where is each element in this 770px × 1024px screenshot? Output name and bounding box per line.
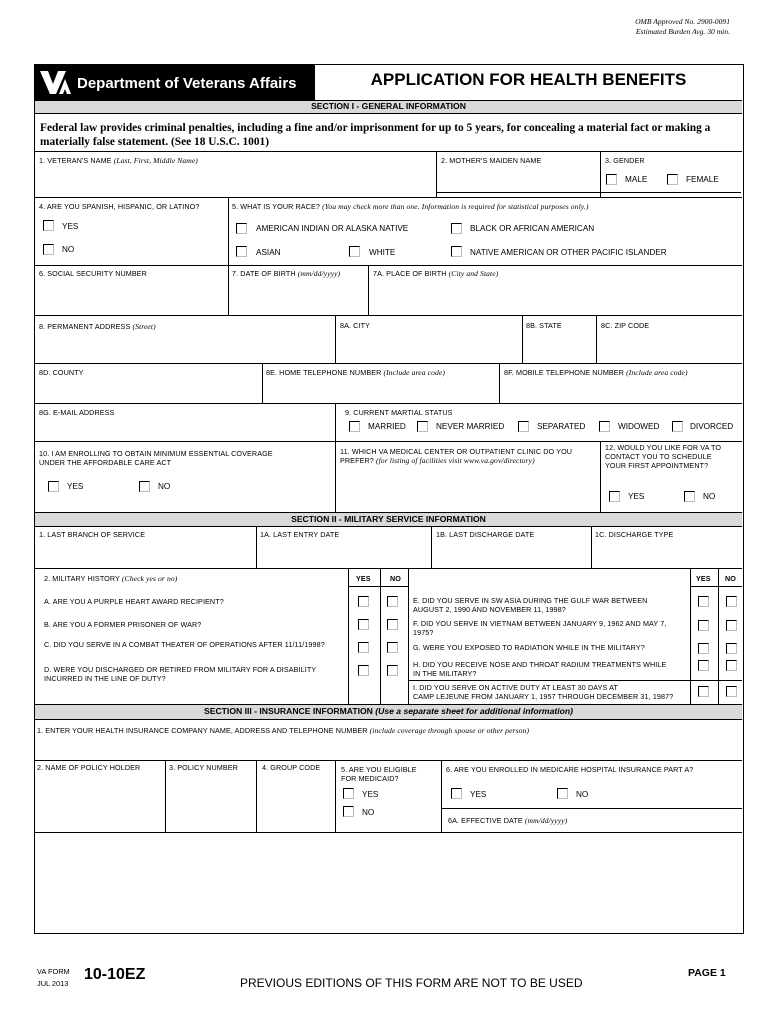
medicaid-no-label: NO (362, 808, 375, 817)
race-white-checkbox[interactable] (349, 246, 360, 257)
form-rule-line (35, 441, 742, 442)
mh-no-header-right: NO (725, 574, 736, 583)
divorced-label: DIVORCED (690, 422, 734, 431)
appointment-yes-checkbox[interactable] (609, 491, 620, 502)
married-checkbox[interactable] (349, 421, 360, 432)
appointment-label-line1: 12. WOULD YOU LIKE FOR VA TO (605, 443, 722, 452)
form-rule-line (35, 315, 742, 316)
medicaid-label-line1: 5. ARE YOU ELIGIBLE (341, 765, 417, 774)
mobile-phone-label: 8F. MOBILE TELEPHONE NUMBER (Include area code) (504, 368, 688, 377)
purple-heart-yes-checkbox[interactable] (358, 596, 369, 607)
mh-yes-header-left: YES (356, 574, 371, 583)
section-3-title: SECTION III - INSURANCE INFORMATION (Use a separate sheet for additional information) (204, 706, 573, 716)
form-rule-line (335, 315, 336, 363)
form-rule-line (35, 151, 742, 152)
aca-no-label: NO (158, 482, 171, 491)
form-date: JUL 2013 (37, 979, 69, 988)
form-rule-line (35, 832, 742, 833)
marital-status-label: 9. CURRENT MARTIAL STATUS (345, 408, 453, 417)
veteran-name-label: 1. VETERAN'S NAME (Last, First, Middle Name) (39, 156, 198, 165)
medicaid-label-line2: FOR MEDICAID? (341, 774, 399, 783)
gulf-war-question-line1: E. DID YOU SERVE IN SW ASIA DURING THE GULF WAR BETWEEN (413, 596, 648, 605)
mothers-maiden-name-label: 2. MOTHER'S MAIDEN NAME (441, 156, 542, 165)
camp-lejeune-yes-checkbox[interactable] (698, 686, 709, 697)
form-rule-line (380, 568, 381, 704)
va-form-text: VA FORM (37, 967, 70, 976)
home-phone-label: 8E. HOME TELEPHONE NUMBER (Include area code) (266, 368, 446, 377)
omb-approval (635, 17, 730, 37)
form-rule-line (600, 441, 601, 512)
medicaid-yes-checkbox[interactable] (343, 788, 354, 799)
vietnam-yes-checkbox[interactable] (698, 620, 709, 631)
medicare-yes-checkbox[interactable] (451, 788, 462, 799)
page-number: PAGE 1 (688, 967, 726, 979)
camp-lejeune-question-line1: I. DID YOU SERVE ON ACTIVE DUTY AT LEAST 30 DAYS AT (413, 683, 618, 692)
pow-question: B. ARE YOU A FORMER PRISONER OF WAR? (44, 620, 202, 629)
race-nhpi-label: NATIVE AMERICAN OR OTHER PACIFIC ISLANDER (470, 248, 667, 257)
branch-label: 1. LAST BRANCH OF SERVICE (39, 530, 146, 539)
appointment-label-line3: YOUR FIRST APPOINTMENT? (605, 461, 709, 470)
form-rule-line (35, 760, 742, 761)
form-rule-line (408, 568, 409, 704)
appointment-no-checkbox[interactable] (684, 491, 695, 502)
gender-male-checkbox[interactable] (606, 174, 617, 185)
form-rule-line (591, 526, 592, 568)
race-aian-label: AMERICAN INDIAN OR ALASKA NATIVE (256, 224, 409, 233)
form-rule-line (441, 760, 442, 832)
form-rule-line (690, 568, 691, 704)
email-label: 8G. E-MAIL ADDRESS (39, 408, 115, 417)
form-rule-line (335, 760, 336, 832)
form-rule-line (348, 586, 408, 587)
never-married-checkbox[interactable] (417, 421, 428, 432)
appointment-yes-label: YES (628, 492, 645, 501)
race-black-label: BLACK OR AFRICAN AMERICAN (470, 224, 595, 233)
race-label: 5. WHAT IS YOUR RACE? (You may check more than one. Information is required for statistical purposes only.) (232, 202, 589, 211)
combat-theater-no-checkbox[interactable] (387, 642, 398, 653)
form-rule-line (596, 315, 597, 363)
gender-label: 3. GENDER (605, 156, 645, 165)
form-rule-line (335, 441, 336, 512)
aca-no-checkbox[interactable] (139, 481, 150, 492)
purple-heart-no-checkbox[interactable] (387, 596, 398, 607)
hispanic-yes-label: YES (62, 222, 79, 231)
va-logo-icon (39, 69, 75, 96)
medicare-label: 6. ARE YOU ENROLLED IN MEDICARE HOSPITAL INSURANCE PART A? (446, 765, 694, 774)
entry-date-label: 1A. LAST ENTRY DATE (260, 530, 340, 539)
never-married-label: NEVER MARRIED (436, 422, 505, 431)
camp-lejeune-no-checkbox[interactable] (726, 686, 737, 697)
race-black-checkbox[interactable] (451, 223, 462, 234)
form-rule-line (35, 403, 742, 404)
form-rule-line (499, 363, 500, 403)
va-header-bar (35, 65, 315, 100)
discharge-type-label: 1C. DISCHARGE TYPE (595, 530, 674, 539)
vietnam-question-line2: 1975? (413, 628, 434, 637)
aca-yes-checkbox[interactable] (48, 481, 59, 492)
radiation-yes-checkbox[interactable] (698, 643, 709, 654)
section-2-title: SECTION II - MILITARY SERVICE INFORMATION (291, 514, 486, 524)
form-rule-line (228, 265, 229, 315)
form-rule-line (431, 526, 432, 568)
place-of-birth-label: 7A. PLACE OF BIRTH (City and State) (373, 269, 499, 278)
medicare-no-checkbox[interactable] (557, 788, 568, 799)
medicaid-no-checkbox[interactable] (343, 806, 354, 817)
widowed-label: WIDOWED (618, 422, 660, 431)
form-rule-line (35, 265, 742, 266)
race-asian-label: ASIAN (256, 248, 281, 257)
omb-number: OMB Approved No. 2900-0091 (635, 17, 730, 26)
form-rule-line (436, 151, 437, 197)
pow-yes-checkbox[interactable] (358, 619, 369, 630)
military-history-label: 2. MILITARY HISTORY (Check yes or no) (44, 574, 178, 583)
form-rule-line (256, 526, 257, 568)
form-rule-line (228, 197, 229, 265)
disability-discharge-question-line2: INCURRED IN THE LINE OF DUTY? (44, 674, 166, 683)
form-rule-line (35, 568, 742, 569)
form-rule-line (718, 568, 719, 704)
form-rule-line (368, 265, 369, 315)
radium-question-line1: H. DID YOU RECEIVE NOSE AND THROAT RADIUM TREATMENTS WHILE (413, 660, 667, 669)
burden-estimate: Estimated Burden Avg. 30 min. (635, 27, 730, 36)
medicare-no-label: NO (576, 790, 589, 799)
form-title: APPLICATION FOR HEALTH BENEFITS (370, 70, 687, 89)
hispanic-no-checkbox[interactable] (43, 244, 54, 255)
vietnam-question-line1: F. DID YOU SERVE IN VIETNAM BETWEEN JANUARY 9, 1962 AND MAY 7, (413, 619, 667, 628)
form-rule-line (600, 151, 601, 197)
form-rule-line (690, 586, 742, 587)
disability-discharge-no-checkbox[interactable] (387, 665, 398, 676)
policy-holder-label: 2. NAME OF POLICY HOLDER (37, 763, 141, 772)
race-asian-checkbox[interactable] (236, 246, 247, 257)
separated-checkbox[interactable] (518, 421, 529, 432)
form-rule-line (262, 363, 263, 403)
county-label: 8D. COUNTY (39, 368, 84, 377)
form-rule-line (441, 808, 742, 809)
camp-lejeune-question-line2: CAMP LEJEUNE FROM JANUARY 1, 1957 THROUGH DECEMBER 31, 1987? (413, 692, 674, 701)
radium-yes-checkbox[interactable] (698, 660, 709, 671)
divorced-checkbox[interactable] (672, 421, 683, 432)
form-rule-line (165, 760, 166, 832)
gulf-war-question-line2: AUGUST 2, 1990 AND NOVEMBER 11, 1998? (413, 605, 566, 614)
aca-label-line1: 10. I AM ENROLLING TO OBTAIN MINIMUM ESSENTIAL COVERAGE (39, 449, 273, 458)
policy-number-label: 3. POLICY NUMBER (169, 763, 238, 772)
gender-female-label: FEMALE (686, 175, 719, 184)
pow-no-checkbox[interactable] (387, 619, 398, 630)
effective-date-label: 6A. EFFECTIVE DATE (mm/dd/yyyy) (448, 816, 568, 825)
gulf-war-no-checkbox[interactable] (726, 596, 737, 607)
gender-female-checkbox[interactable] (667, 174, 678, 185)
widowed-checkbox[interactable] (599, 421, 610, 432)
form-rule-line (35, 363, 742, 364)
penalty-warning: Federal law provides criminal penalties, including a fine and/or imprisonment for up to 5 years, for concealing a material fact or making a materially false statement. (See 18 U.S.C. 1001) (40, 122, 711, 148)
form-rule-line (335, 403, 336, 441)
hispanic-yes-checkbox[interactable] (43, 220, 54, 231)
purple-heart-question: A. ARE YOU A PURPLE HEART AWARD RECIPIENT? (44, 597, 224, 606)
discharge-date-label: 1B. LAST DISCHARGE DATE (436, 530, 535, 539)
gulf-war-yes-checkbox[interactable] (698, 596, 709, 607)
aca-yes-label: YES (67, 482, 84, 491)
previous-editions-notice: PREVIOUS EDITIONS OF THIS FORM ARE NOT TO BE USED (240, 976, 583, 990)
mh-yes-header-right: YES (696, 574, 711, 583)
zip-label: 8C. ZIP CODE (601, 321, 650, 330)
department-name: Department of Veterans Affairs (77, 75, 297, 92)
medicaid-yes-label: YES (362, 790, 379, 799)
preferred-facility-label-line2: PREFER? (for listing of facilities visit www.va.gov/directory) (340, 456, 535, 465)
section-1-title: SECTION I - GENERAL INFORMATION (311, 101, 466, 111)
form-number: 10-10EZ (84, 966, 146, 983)
race-nhpi-checkbox[interactable] (451, 246, 462, 257)
married-label: MARRIED (368, 422, 406, 431)
form-rule-line (348, 568, 349, 704)
form-rule-line (408, 680, 742, 681)
disability-discharge-yes-checkbox[interactable] (358, 665, 369, 676)
radium-no-checkbox[interactable] (726, 660, 737, 671)
ssn-label: 6. SOCIAL SECURITY NUMBER (39, 269, 147, 278)
preferred-facility-label-line1: 11. WHICH VA MEDICAL CENTER OR OUTPATIENT CLINIC DO YOU (340, 447, 573, 456)
combat-theater-yes-checkbox[interactable] (358, 642, 369, 653)
address-label: 8. PERMANENT ADDRESS (Street) (39, 322, 156, 331)
separated-label: SEPARATED (537, 422, 586, 431)
appointment-no-label: NO (703, 492, 716, 501)
city-label: 8A. CITY (340, 321, 370, 330)
combat-theater-question: C. DID YOU SERVE IN A COMBAT THEATER OF OPERATIONS AFTER 11/11/1998? (44, 640, 325, 649)
group-code-label: 4. GROUP CODE (262, 763, 321, 772)
form-rule-line (522, 315, 523, 363)
radium-question-line2: IN THE MILITARY? (413, 669, 477, 678)
insurance-company-label: 1. ENTER YOUR HEALTH INSURANCE COMPANY NAME, ADDRESS AND TELEPHONE NUMBER (include coverage through spouse or other person) (37, 726, 530, 735)
gender-male-label: MALE (625, 175, 648, 184)
radiation-no-checkbox[interactable] (726, 643, 737, 654)
va-form-label (37, 966, 70, 990)
race-aian-checkbox[interactable] (236, 223, 247, 234)
radiation-question: G. WERE YOU EXPOSED TO RADIATION WHILE IN THE MILITARY? (413, 643, 645, 652)
hispanic-no-label: NO (62, 245, 75, 254)
race-white-label: WHITE (369, 248, 396, 257)
form-rule-line (256, 760, 257, 832)
disability-discharge-question-line1: D. WERE YOU DISCHARGED OR RETIRED FROM MILITARY FOR A DISABILITY (44, 665, 317, 674)
vietnam-no-checkbox[interactable] (726, 620, 737, 631)
state-label: 8B. STATE (526, 321, 562, 330)
dob-label: 7. DATE OF BIRTH (mm/dd/yyyy) (232, 269, 341, 278)
aca-label-line2: UNDER THE AFFORDABLE CARE ACT (39, 458, 172, 467)
form-rule-line (35, 197, 742, 198)
medicare-yes-label: YES (470, 790, 487, 799)
hispanic-label: 4. ARE YOU SPANISH, HISPANIC, OR LATINO? (39, 202, 200, 211)
appointment-label-line2: CONTACT YOU TO SCHEDULE (605, 452, 712, 461)
mh-no-header-left: NO (390, 574, 401, 583)
